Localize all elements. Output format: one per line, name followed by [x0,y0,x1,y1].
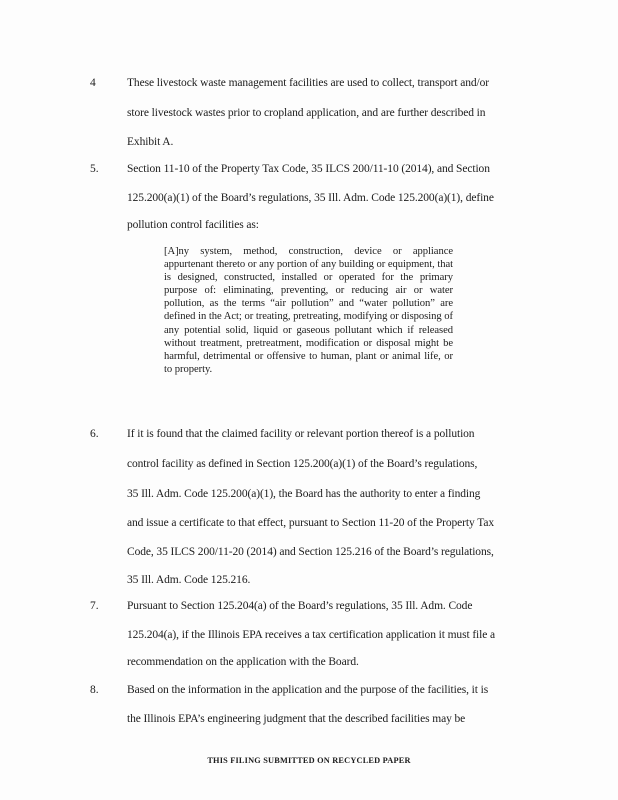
paragraph-number: 6. [90,428,99,440]
paragraph-line: 35 Ill. Adm. Code 125.216. [127,574,251,586]
paragraph-line: 125.200(a)(1) of the Board’s regulations, 35 Ill. Adm. Code 125.200(a)(1), define [127,192,494,204]
paragraph-number: 7. [90,600,99,612]
paragraph-line: Pursuant to Section 125.204(a) of the Board’s regulations, 35 Ill. Adm. Code [127,600,473,612]
paragraph-line: 125.204(a), if the Illinois EPA receives a tax certification application it must file a [127,629,496,641]
recycled-paper-footer: THIS FILING SUBMITTED ON RECYCLED PAPER [207,756,411,765]
paragraph-line: These livestock waste management facilities are used to collect, transport and/or [127,77,490,89]
paragraph-line: the Illinois EPA’s engineering judgment that the described facilities may be [127,713,466,725]
paragraph-line: Exhibit A. [127,136,174,148]
paragraph-line-pollution: pollution control facilities as: [127,219,259,231]
paragraph-line: control facility as defined in Section 125.200(a)(1) of the Board’s regulations, [127,458,478,470]
paragraph-line: and issue a certificate to that effect, pursuant to Section 11-20 of the Property Tax [127,517,494,529]
paragraph-line: Section 11-10 of the Property Tax Code, 35 ILCS 200/11-10 (2014), and Section [127,163,490,175]
paragraph-line: If it is found that the claimed facility or relevant portion thereof is a pollution [127,428,475,440]
paragraph-line: store livestock wastes prior to cropland application, and are further described in [127,107,486,119]
paragraph-line: Code, 35 ILCS 200/11-20 (2014) and Section 125.216 of the Board’s regulations, [127,546,494,558]
paragraph-line: recommendation on the application with the Board. [127,656,359,668]
paragraph-number: 4 [90,77,96,89]
paragraph-line: Based on the information in the application and the purpose of the facilities, it is [127,684,489,696]
paragraph-number: 8. [90,684,99,696]
block-quote: [A]ny system, method, construction, device or appliance appurtenant thereto or any portion of any building or equipment, that is designed, constructed, installed or operated for the primary purpose of: eliminating, preventing, or reducing air or water pollution, as the terms “air pollution” and “water pollution” are defined in the Act; or treating, pretreating, modifying or disposing of any potential solid, liquid or gaseous pollutant which if released without treatment, pretreatment, modification or disposal might be harmful, detrimental or offensive to human, plant or animal life, or to property. [164,246,453,375]
paragraph-number: 5. [90,163,99,175]
paragraph-line: 35 Ill. Adm. Code 125.200(a)(1), the Board has the authority to enter a finding [127,488,481,500]
